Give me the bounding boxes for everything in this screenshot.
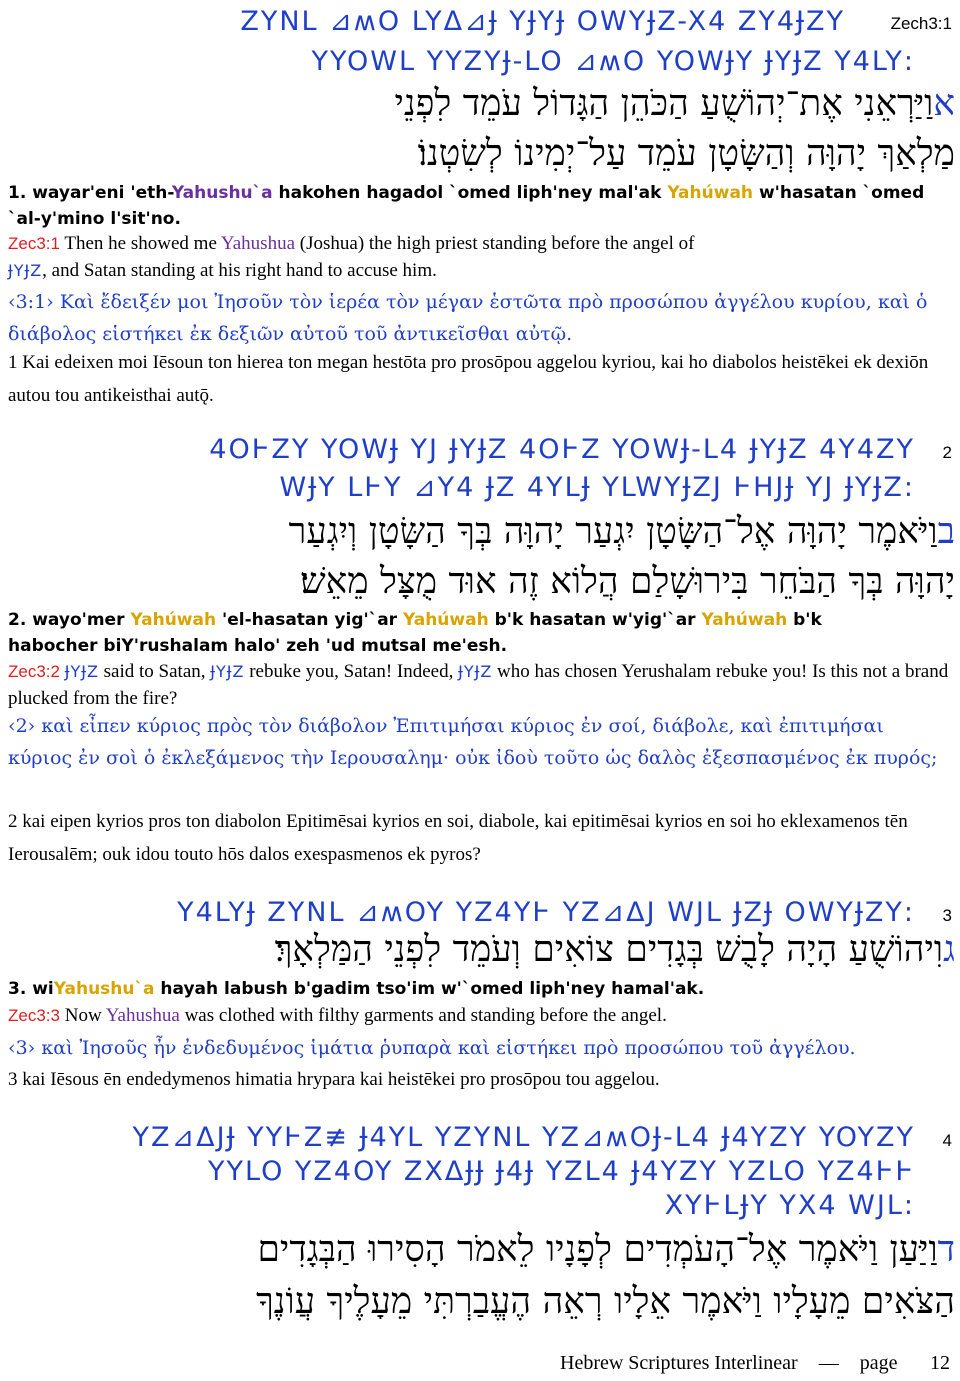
verse-number: 3	[942, 906, 952, 925]
verse-reference: Zec3:2	[8, 662, 60, 681]
page-footer	[560, 1352, 955, 1375]
english-translation: Zec3:1 Then he showed me Yahushua (Joshua) the high priest standing before the angel of ɈYɈZ, and Satan standing at his right hand to accuse him.	[8, 233, 695, 281]
greek-transliteration: 3 kai Iēsous ēn endedymenos himatia hrypara kai heistēkei pro prosōpou tou aggelou.	[8, 1069, 660, 1090]
footer-dash: —	[818, 1352, 839, 1374]
paleo-line: 4OⱵZY YOWɈ YJ ɈYɈZ 4OⱵZ YOWɈ-L4 ɈYɈZ 4Y4ZY	[209, 434, 915, 465]
paleo-line: :Y4LYɈ ZYNL ⊿ʍOY YZ4YⱵ YZ⊿ΔJ WJL ɈZɈ OWYɈZY	[177, 897, 915, 928]
hebrew-line: מַלְאַךְ יָהוָּה וְהַשָּׂטָן עֹמֵד עַל־יְמִינוֹ לְשִׂטְנוֹ׃	[417, 133, 955, 174]
hebrew-verse-letter: ד	[937, 1229, 955, 1270]
page-label: Zech3:1	[890, 14, 952, 33]
footer-title: Hebrew Scriptures Interlinear	[560, 1352, 798, 1374]
paleo-line: :WɈY LⱵY ⊿Y4 ɈZ 4YLɈ YLWYɈZJ ⱵHJɈ YJ ɈYɈZ	[279, 472, 915, 503]
greek-transliteration: 2 kai eipen kyrios pros ton diabolon Epitimēsai kyrios en soi, diabole, kai epitimēsai kyrios en soi ho eklexamenos tēn Ierousalēm; ouk idou touto hōs dalos exespasmenos ek pyros?	[8, 811, 908, 865]
verse-reference: Zec3:3	[8, 1006, 60, 1025]
paleo-line: :YYOWL YYZYɈ-LO ⊿ʍO YOWɈY ɈYɈZ Y4LY	[311, 46, 915, 77]
hebrew-verse-letter: ב	[937, 511, 955, 552]
paleo-line: YZ⊿ΔJɈ YYⱵZ≢ Ɉ4YL YZYNL YZ⊿ʍOɈ-L4 Ɉ4YZY YOYZY	[132, 1122, 915, 1153]
hebrew-line: הַצֹּאִים מֵעָלָיו וַיֹּאמֶר אֵלָיו רְאֵה הֶעֱבַרְתִּי מֵעָלֶיךָ עֲוֹנֶךָ	[256, 1281, 955, 1322]
hebrew-verse-letter: ג	[943, 929, 955, 970]
greek-text: ‹2› καὶ εἶπεν κύριος πρὸς τὸν διάβολον Ἐπιτιμήσαι κύριος ἐν σοί, διάβολε, καὶ ἐπιτιμήσαι κύριος ἐν σοὶ ὁ ἐκλεξάμενος τὴν Ιερουσαλημ· οὐκ ἰδοὺ τοῦτο ὡς δαλὸς ἐξεσπασμένος ἐκ πυρός;	[8, 715, 938, 769]
verse-reference: Zec3:1	[8, 234, 60, 253]
verse-number: 2	[942, 443, 952, 462]
verse-number: 4	[942, 1131, 952, 1150]
hebrew-line: בוַיֹּאמֶר יָהוָּה אֶל־הַשָּׂטָן יִגְעַר יָהוָּה בְּךָ הַשָּׂטָן וְיִגְעַר	[288, 511, 955, 552]
transliteration: 3. wiYahushu`a hayah labush b'gadim tso'im w'`omed liph'ney hamal'ak.	[8, 979, 705, 999]
greek-text: ‹3:1› Καὶ ἔδειξέν μοι Ἰησοῦν τὸν ἱερέα τὸν μέγαν ἑστῶτα πρὸ προσώπου ἀγγέλου κυρίου, καὶ ὁ διάβολος εἱστήκει ἐκ δεξιῶν αὐτοῦ τοῦ ἀντικεῖσθαι αὐτῷ.	[8, 291, 928, 345]
greek-text: ‹3› καὶ Ἰησοῦς ἦν ἐνδεδυμένος ἱμάτια ῥυπαρὰ καὶ εἱστήκει πρὸ προσώπου τοῦ ἀγγέλου.	[8, 1037, 856, 1059]
hebrew-verse-letter: א	[933, 83, 955, 124]
hebrew-line: יָהוָּה בְּךָ הַבֹּחֵר בִּירוּשָׁלַם הֲלוֹא זֶה אוּד מֻצָּל מֵאֵשׁ׃	[300, 561, 955, 602]
footer-page-word: page	[859, 1352, 898, 1374]
english-translation: Zec3:2 ɈYɈZ said to Satan, ɈYɈZ rebuke you, Satan! Indeed, ɈYɈZ who has chosen Yerushalam rebuke you! Is this not a brand plucked from the fire?	[8, 661, 949, 709]
paleo-line: :XYⱵLɈY YX4 WJL	[664, 1190, 915, 1221]
page-number: 12	[930, 1352, 950, 1374]
transliteration: 2. wayo'mer Yahúwah 'el-hasatan yig'`ar Yahúwah b'k hasatan w'yig'`ar Yahúwah b'k habocher biY'rushalam halo' zeh 'ud mutsal me'esh.	[8, 610, 822, 656]
paleo-line: YYLO YZ4OY ZXΔɈɈ Ɉ4Ɉ YZL4 Ɉ4YZY YZLO YZ4ⱵⱵ	[208, 1156, 915, 1187]
english-translation: Zec3:3 Now Yahushua was clothed with filthy garments and standing before the angel.	[8, 1005, 667, 1026]
greek-transliteration: 1 Kai edeixen moi Iēsoun ton hierea ton megan hestōta pro prosōpou aggelou kyriou, kai ho diabolos heistēkei ek dexiōn autou tou antikeisthai autǭ.	[8, 352, 929, 406]
transliteration: 1. wayar'eni 'eth-Yahushu`a hakohen hagadol `omed liph'ney mal'ak Yahúwah w'hasatan `omed `al-y'mino l'sit'no.	[8, 183, 925, 229]
paleo-line: ZYNL ⊿ʍO LYΔ⊿Ɉ YɈYɈ OWYɈZ-X4 ZY4ɈZY	[240, 6, 845, 37]
hebrew-line: גוִיהוֹשֻׁעַ הָיָה לָבֻשׁ בְּגָדִים צוֹאִים וְעֹמֵד לִפְנֵי הַמַּלְאָךְ׃	[274, 929, 955, 970]
tetragrammaton: ɈYɈZ	[8, 261, 43, 280]
hebrew-line: אוַיַּרְאֵנִי אֶת־יְהוֹשֻׁעַ הַכֹּהֵן הַגָּדוֹל עֹמֵד לִפְנֵי	[394, 83, 955, 124]
hebrew-line: דוַיַּעַן וַיֹּאמֶר אֶל־הָעֹמְדִים לְפָנָיו לֵאמֹר הָסִירוּ הַבְּגָדִים	[257, 1229, 955, 1270]
